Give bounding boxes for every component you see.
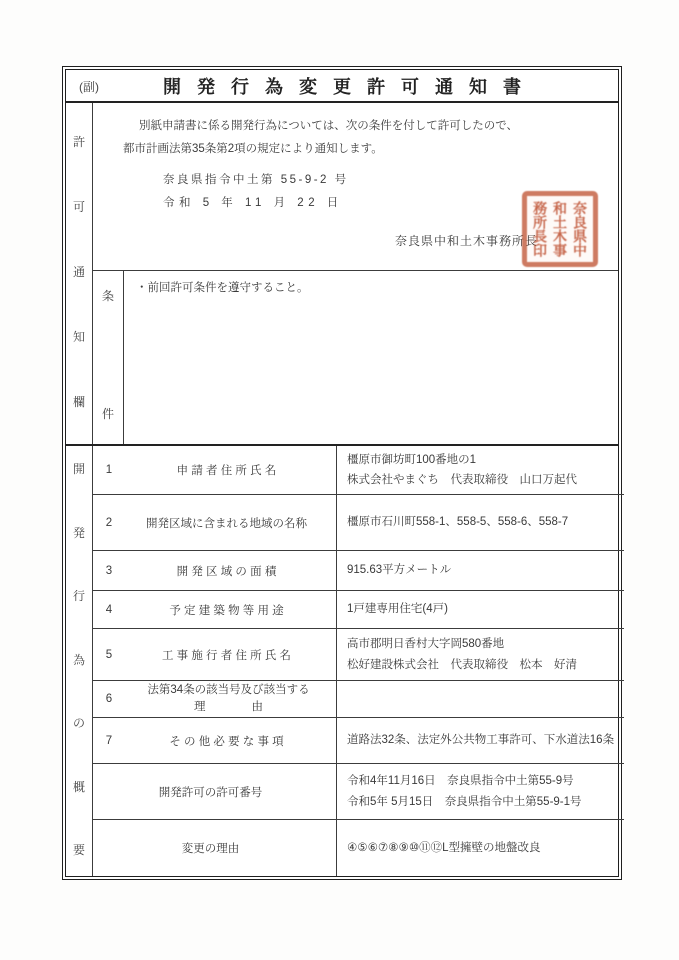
row-label: 変更の理由 — [181, 843, 240, 855]
table-row-other-items — [93, 717, 624, 763]
row-item-cell — [93, 551, 337, 590]
value-line: 1戸建専用住宅(4戸) — [347, 603, 448, 616]
table-row-change-reason — [93, 819, 624, 876]
side-char: 件 — [101, 407, 114, 421]
seal-text-column: 務所長印 — [532, 201, 548, 257]
value-line: 橿原市石川町558-1、558-5、558-6、558-7 — [347, 516, 569, 529]
row-value — [337, 629, 624, 680]
table-row-building-use — [93, 590, 624, 628]
side-char: 為 — [72, 652, 85, 667]
side-label-conditions — [93, 271, 124, 444]
row-label: 開 発 区 域 の 面 積 — [176, 565, 277, 578]
row-label: 工 事 施 行 者 住 所 氏 名 — [161, 649, 292, 662]
row-item-cell — [93, 446, 337, 494]
side-char: 知 — [72, 330, 85, 344]
notice-line-1: 別紙申請書に係る開発行為については、次の条件を付して許可したので、 — [139, 120, 519, 132]
development-summary-section — [66, 446, 618, 876]
table-row-contractor — [93, 628, 624, 680]
side-char: 通 — [72, 265, 85, 279]
side-char: 行 — [72, 589, 85, 603]
label-line: 理 由 — [194, 701, 263, 713]
side-label-development-summary — [66, 446, 93, 876]
side-char: 開 — [72, 462, 85, 476]
value-line: 道路法32条、法定外公共物工事許可、下水道法16条 — [347, 734, 615, 747]
row-item-cell — [93, 629, 337, 680]
row-number: 2 — [105, 516, 113, 529]
row-number: 3 — [105, 564, 113, 577]
document-title: 開発行為変更許可通知書 — [163, 76, 537, 97]
value-line: 松好建設株式会社 代表取締役 松本 好清 — [347, 658, 577, 671]
row-item-cell — [93, 681, 337, 717]
row-item-cell — [93, 591, 337, 628]
row-label: そ の 他 必 要 な 事 項 — [169, 735, 284, 748]
side-char: 条 — [101, 289, 114, 303]
row-value — [337, 820, 624, 876]
official-seal-icon — [522, 191, 598, 267]
value-line: 令和5年 5月15日 奈良県指令中土第55-9-1号 — [347, 795, 582, 808]
row-label — [125, 682, 336, 717]
table-row-article34 — [93, 680, 624, 717]
side-label-permit-notice — [66, 103, 93, 444]
notification-text-block — [93, 103, 618, 270]
row-value — [337, 551, 624, 590]
table-row-area-size — [93, 550, 624, 590]
row-item-cell — [93, 820, 337, 876]
row-label: 予 定 建 築 物 等 用 途 — [169, 604, 284, 617]
label-line: 法第34条の該当号及び該当する — [147, 683, 310, 696]
side-char: 要 — [72, 843, 85, 857]
row-value — [337, 718, 624, 763]
side-char: 概 — [72, 779, 85, 794]
conditions-text: ・前回許可条件を遵守すること。 — [136, 282, 309, 294]
value-line: ④⑤⑥⑦⑧⑨⑩⑪⑫L型擁壁の地盤改良 — [347, 841, 541, 854]
row-value — [337, 764, 624, 819]
summary-table — [93, 446, 624, 876]
notice-line-2: 都市計画法第35条第2項の規定により通知します。 — [123, 143, 383, 155]
permit-main — [93, 103, 618, 444]
row-number: 7 — [105, 734, 113, 747]
seal-text-column: 奈良県中 — [572, 201, 588, 257]
table-row-area-names — [93, 494, 624, 550]
row-value-empty — [337, 681, 624, 717]
issuer-signature: 奈良県中和土木事務所長 — [394, 234, 538, 248]
issue-date: 令和 5 年 11 月 22 日 — [163, 197, 343, 209]
table-row-permit-numbers — [93, 763, 624, 819]
value-line: 株式会社やまぐち 代表取締役 山口万起代 — [347, 474, 577, 486]
permit-notification-section — [66, 103, 618, 446]
side-char: 許 — [72, 135, 85, 149]
row-number: 4 — [105, 603, 113, 616]
side-char: 欄 — [72, 395, 85, 409]
row-value — [337, 495, 624, 550]
title-row — [66, 70, 618, 103]
copy-label: (副) — [79, 80, 99, 94]
row-number: 6 — [105, 693, 113, 705]
row-item-cell — [93, 764, 337, 819]
notification-document — [62, 66, 622, 880]
row-item-cell — [93, 495, 337, 550]
row-label: 申 請 者 住 所 氏 名 — [176, 465, 277, 477]
row-label: 開発区域に含まれる地域の名称 — [146, 517, 307, 530]
side-char: の — [72, 716, 85, 730]
seal-text-column: 和土木事 — [552, 201, 568, 257]
value-line: 高市郡明日香村大字岡580番地 — [347, 638, 505, 651]
reference-number: 奈良県指令中土第 55-9-2 号 — [163, 174, 349, 186]
row-value — [337, 591, 624, 628]
row-item-cell — [93, 718, 337, 763]
row-label: 開発許可の許可番号 — [158, 786, 263, 799]
value-line: 橿原市御坊町100番地の1 — [347, 453, 477, 466]
value-line: 令和4年11月16日 奈良県指令中土第55-9号 — [347, 775, 574, 788]
row-number: 1 — [105, 464, 113, 476]
side-char: 可 — [72, 200, 85, 214]
table-row-applicant — [93, 446, 624, 494]
row-value — [337, 446, 624, 494]
row-number: 5 — [105, 648, 113, 661]
value-line: 915.63平方メートル — [347, 564, 452, 577]
conditions-row — [93, 270, 618, 444]
side-char: 発 — [72, 525, 85, 540]
